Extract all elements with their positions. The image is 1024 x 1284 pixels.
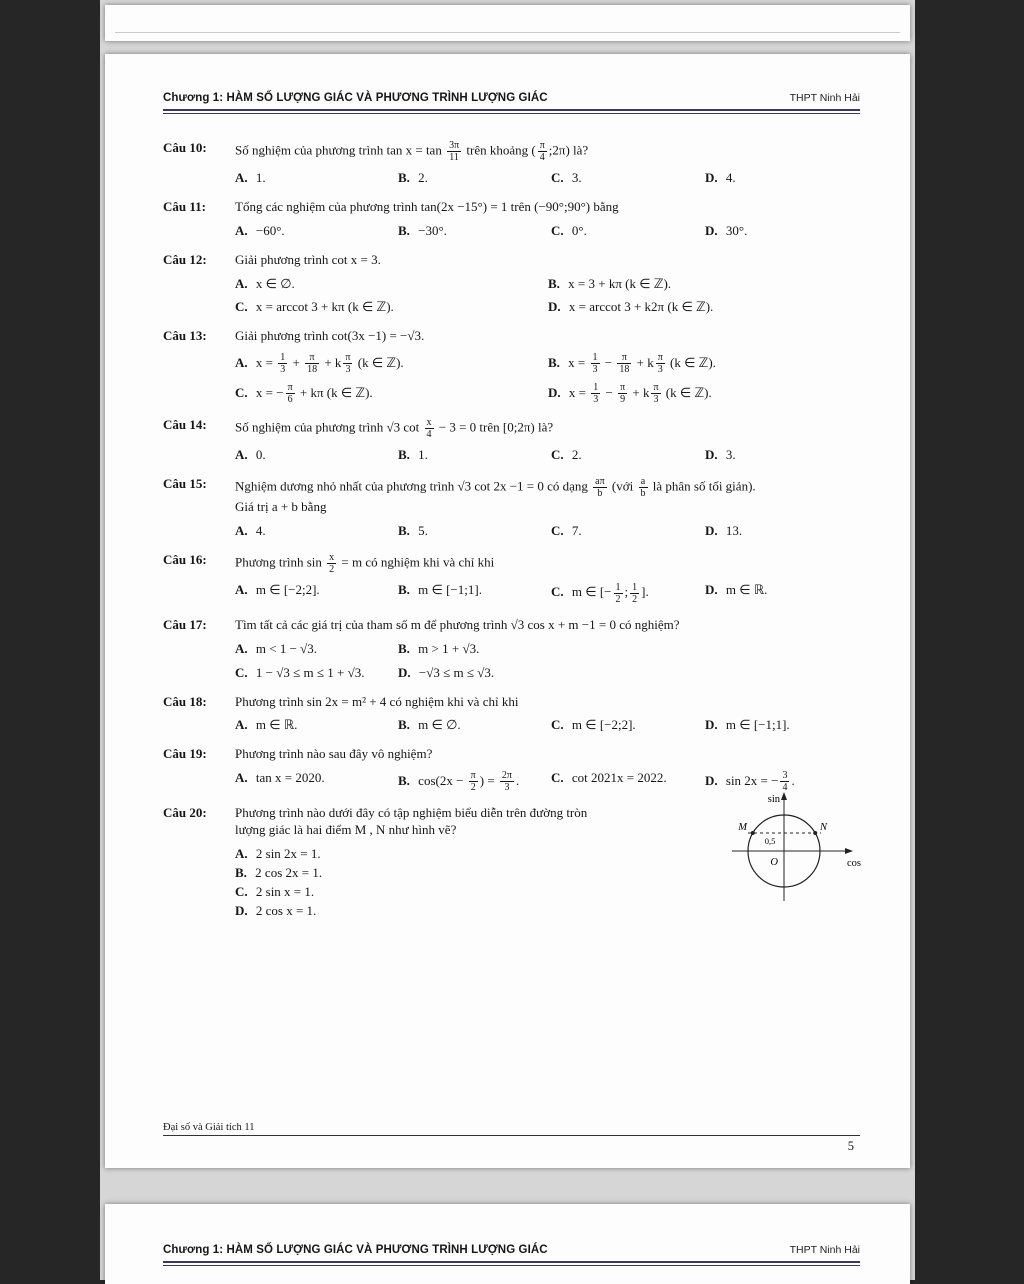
question-label: Câu 20: xyxy=(163,805,207,821)
next-page-header xyxy=(105,1204,910,1259)
question-16 xyxy=(163,552,860,605)
point-n-label: N xyxy=(820,822,828,834)
answer-option-C xyxy=(551,582,705,605)
answer-option-C xyxy=(235,382,548,405)
question-text: Phương trình nào sau đây vô nghiệm? xyxy=(235,746,433,762)
option-letter: D. xyxy=(235,902,248,918)
sin-label: sin xyxy=(767,794,780,806)
unit-circle-diagram xyxy=(712,789,864,905)
answer-option-B xyxy=(398,717,551,734)
fraction: $\frac{x}{2}$ xyxy=(329,551,335,575)
answer-option-A xyxy=(235,582,398,599)
answer-option-C xyxy=(551,523,705,540)
page-next-top xyxy=(105,1204,910,1284)
option-text: x = 3 + kπ (k ∈ ℤ). xyxy=(568,275,672,291)
answer-option-A xyxy=(235,276,548,293)
option-letter: D. xyxy=(548,384,561,400)
options-row xyxy=(235,170,860,187)
fraction: $\frac{\pi}{9}$ xyxy=(620,382,626,406)
options-row xyxy=(235,223,860,240)
option-letter: D. xyxy=(548,299,561,315)
answer-option-B xyxy=(398,447,551,464)
option-text: x = − $\frac{\pi}{6}$ + kπ (k ∈ ℤ). xyxy=(255,382,373,406)
option-letter: A. xyxy=(235,222,248,238)
chapter-prefix: Chương 1: xyxy=(163,1244,224,1256)
option-letter: C. xyxy=(551,170,564,185)
option-text: sin 2x = − $\frac{3}{4}$ . xyxy=(725,770,795,794)
option-text: 1. xyxy=(255,170,266,185)
fraction: $\frac{a\pi}{b}$ xyxy=(595,476,605,500)
option-letter: C. xyxy=(551,584,564,600)
cos-axis-arrow xyxy=(845,848,853,854)
option-text: cot 2021x = 2022. xyxy=(571,770,667,786)
footer-book-title: Đại số và Giải tích 11 xyxy=(163,1122,255,1133)
option-letter: B. xyxy=(398,717,410,733)
question-head xyxy=(163,552,860,575)
chapter-heading xyxy=(163,92,548,104)
answer-option-B xyxy=(548,276,860,293)
page-header xyxy=(105,54,910,107)
fraction: $\frac{\pi}{18}$ xyxy=(619,352,630,376)
option-letter: B. xyxy=(398,772,410,788)
fraction: $\frac{3}{4}$ xyxy=(782,770,788,794)
fraction: $\frac{3\pi}{11}$ xyxy=(449,140,460,163)
value-label: 0,5 xyxy=(764,836,776,847)
question-text: Tổng các nghiệm của phương trình tan(2x −15°) = 1 trên (−90°;90°) bằng xyxy=(235,198,619,214)
option-text: 2. xyxy=(418,170,428,185)
answer-option-A xyxy=(235,770,398,787)
question-15 xyxy=(163,476,860,540)
question-text: Phương trình sin 2x = m² + 4 có nghiệm khi và chỉ khi xyxy=(235,693,519,709)
question-text: Tìm tất cả các giá trị của tham số m để phương trình √3 cos x + m −1 = 0 có nghiệm? xyxy=(235,616,680,632)
answer-option-D xyxy=(548,382,860,405)
answer-option-C xyxy=(551,447,705,464)
option-letter: D. xyxy=(398,664,411,680)
option-letter: D. xyxy=(705,447,718,463)
question-label: Câu 18: xyxy=(163,693,207,709)
option-text: m > 1 + √3. xyxy=(418,640,480,656)
option-text: 3. xyxy=(571,170,582,185)
answer-option-C xyxy=(551,223,705,240)
option-text: 2. xyxy=(571,447,582,463)
options-row xyxy=(235,382,860,405)
question-text: Phương trình sin $\frac{x}{2}$ = m có nghiệm khi và chỉ khi xyxy=(235,551,495,575)
question-head xyxy=(163,746,860,763)
fraction: $\frac{\pi}{3}$ xyxy=(345,352,351,376)
answer-option-A xyxy=(235,641,398,658)
point-m-label: M xyxy=(738,822,747,834)
options-row xyxy=(235,352,860,375)
fraction: $\frac{1}{3}$ xyxy=(280,352,286,376)
page-number: 5 xyxy=(847,1139,854,1153)
option-letter: D. xyxy=(705,717,718,733)
option-text: m ∈ ∅. xyxy=(418,717,461,733)
option-text: m ∈ [− $\frac{1}{2}$ ; $\frac{1}{2}$ ]. xyxy=(571,581,649,605)
chapter-title: HÀM SỐ LƯỢNG GIÁC VÀ PHƯƠNG TRÌNH LƯỢNG GIÁC xyxy=(226,92,548,104)
question-head xyxy=(163,252,860,269)
answer-option-D xyxy=(705,523,860,540)
options-row xyxy=(235,447,860,464)
fraction: $\frac{a}{b}$ xyxy=(640,476,646,500)
origin-label: O xyxy=(770,857,778,869)
answer-option-D xyxy=(705,582,860,599)
question-12 xyxy=(163,252,860,317)
chapter-prefix: Chương 1: xyxy=(163,92,224,104)
option-letter: A. xyxy=(235,275,248,291)
chapter-title: HÀM SỐ LƯỢNG GIÁC VÀ PHƯƠNG TRÌNH LƯỢNG GIÁC xyxy=(226,1244,548,1256)
previous-page-bottom xyxy=(105,5,910,41)
question-label: Câu 19: xyxy=(163,746,207,762)
question-11 xyxy=(163,199,860,240)
option-text: m ∈ [−1;1]. xyxy=(418,581,482,597)
question-label: Câu 12: xyxy=(163,251,207,267)
question-text: Phương trình nào dưới đây có tập nghiệm biểu diễn trên đường tròn lượng giác là hai điểm M , N như hình vẽ? xyxy=(235,805,588,838)
option-text: 4. xyxy=(725,170,736,185)
question-18 xyxy=(163,694,860,735)
option-letter: C. xyxy=(235,883,248,899)
answer-option-D xyxy=(548,299,860,316)
option-letter: B. xyxy=(398,447,410,463)
option-text: 2 sin x = 1. xyxy=(255,883,315,899)
chapter-heading xyxy=(163,1244,548,1256)
option-letter: A. xyxy=(235,770,248,786)
fraction: $\frac{1}{3}$ xyxy=(593,382,599,406)
option-text: 5. xyxy=(418,523,428,539)
school-name: THPT Ninh Hải xyxy=(789,1244,860,1256)
option-letter: C. xyxy=(551,770,564,786)
question-20 xyxy=(163,794,861,919)
answer-option-A xyxy=(235,223,398,240)
question-text: Giải phương trình cot x = 3. xyxy=(235,251,381,267)
question-10 xyxy=(163,140,860,187)
questions-list xyxy=(105,114,910,920)
question-head xyxy=(163,617,860,634)
answer-option-C xyxy=(235,299,548,316)
point-n-dot xyxy=(813,831,817,835)
cos-label: cos xyxy=(847,858,861,870)
option-letter: A. xyxy=(235,354,248,370)
question-13 xyxy=(163,328,860,405)
option-text: m < 1 − √3. xyxy=(255,640,318,656)
option-letter: A. xyxy=(235,581,248,597)
answer-option-A xyxy=(235,717,398,734)
question-head xyxy=(163,328,860,345)
page-footer xyxy=(163,1122,860,1154)
question-head xyxy=(163,476,860,516)
option-text: 3. xyxy=(725,447,736,463)
option-letter: A. xyxy=(235,170,248,185)
page-main xyxy=(105,54,910,1168)
options-row xyxy=(235,641,860,658)
option-text: m ∈ [−2;2]. xyxy=(255,581,320,597)
question-head xyxy=(163,199,860,216)
option-text: x = arccot 3 + kπ (k ∈ ℤ). xyxy=(255,299,394,315)
answer-option-B xyxy=(398,770,551,793)
options-row xyxy=(235,717,860,734)
option-text: cos(2x − $\frac{\pi}{2}$ ) = $\frac{2\pi}{3}$ . xyxy=(418,770,520,794)
question-14 xyxy=(163,417,860,464)
question-text: Nghiệm dương nhỏ nhất của phương trình √3 cot 2x −1 = 0 có dạng $\frac{a\pi}{b}$ (với $\frac{a}{b}$ là phân số tối giản). Giá trị a + b bằng xyxy=(235,476,756,515)
option-letter: A. xyxy=(235,717,248,733)
option-letter: D. xyxy=(705,581,718,597)
option-text: tan x = 2020. xyxy=(255,770,325,786)
question-17 xyxy=(163,617,860,682)
fraction: $\frac{2\pi}{3}$ xyxy=(501,770,512,794)
option-text: −30°. xyxy=(418,222,447,238)
fraction: $\frac{1}{3}$ xyxy=(592,352,598,376)
answer-option-A xyxy=(235,352,548,375)
option-letter: C. xyxy=(551,523,564,539)
option-letter: A. xyxy=(235,640,248,656)
fraction: $\frac{x}{4}$ xyxy=(426,417,432,441)
answer-option-B xyxy=(398,170,551,187)
answer-option-A xyxy=(235,447,398,464)
answer-option-B xyxy=(548,352,860,375)
answer-option-C xyxy=(551,770,705,787)
option-letter: B. xyxy=(398,581,410,597)
option-letter: C. xyxy=(235,384,248,400)
option-letter: D. xyxy=(705,222,718,238)
option-text: m ∈ [−1;1]. xyxy=(725,717,790,733)
option-text: 0°. xyxy=(571,222,587,238)
unit-circle-figure xyxy=(712,789,864,910)
fraction: $\frac{1}{2}$ xyxy=(615,581,621,605)
question-label: Câu 17: xyxy=(163,616,207,632)
options-row xyxy=(235,582,860,605)
option-text: x = $\frac{1}{3}$ − $\frac{\pi}{18}$ + k $\frac{\pi}{3}$ (k ∈ ℤ). xyxy=(568,352,716,376)
question-text: Số nghiệm của phương trình √3 cot $\frac{x}{4}$ − 3 = 0 trên [0;2π) là? xyxy=(235,417,554,441)
answer-option-D xyxy=(705,223,860,240)
option-text: 1 − √3 ≤ m ≤ 1 + √3. xyxy=(255,664,365,680)
answer-option-B xyxy=(398,223,551,240)
fraction: $\frac{\pi}{2}$ xyxy=(470,770,476,794)
option-letter: D. xyxy=(705,772,718,788)
option-text: m ∈ [−2;2]. xyxy=(571,717,636,733)
option-text: x ∈ ∅. xyxy=(255,275,295,291)
option-letter: B. xyxy=(398,222,410,238)
option-text: m ∈ ℝ. xyxy=(725,581,768,597)
question-text: Số nghiệm của phương trình tan x = tan $\frac{3\pi}{11}$ trên khoảng ( $\frac{\pi}{4}$ ;2π) là? xyxy=(235,140,589,163)
option-text: 2 sin 2x = 1. xyxy=(255,846,321,862)
answer-option-A xyxy=(235,523,398,540)
answer-option-C xyxy=(235,665,398,682)
option-letter: B. xyxy=(398,523,410,539)
option-letter: A. xyxy=(235,523,248,539)
question-label: Câu 15: xyxy=(163,476,207,492)
option-letter: B. xyxy=(548,354,560,370)
option-letter: C. xyxy=(551,222,564,238)
question-label: Câu 14: xyxy=(163,417,207,433)
option-letter: B. xyxy=(398,170,410,185)
option-text: 2 cos 2x = 1. xyxy=(255,864,323,880)
option-text: x = arccot 3 + k2π (k ∈ ℤ). xyxy=(568,299,714,315)
document-viewer xyxy=(100,0,915,1280)
question-label: Câu 11: xyxy=(163,198,206,214)
answer-option-B xyxy=(398,582,551,599)
answer-option-B xyxy=(398,523,551,540)
fraction: $\frac{\pi}{3}$ xyxy=(653,382,659,406)
option-letter: B. xyxy=(235,864,247,880)
option-letter: C. xyxy=(235,299,248,315)
fraction: $\frac{1}{2}$ xyxy=(632,581,638,605)
question-label: Câu 16: xyxy=(163,551,207,567)
options-row xyxy=(235,299,860,316)
answer-option-D xyxy=(705,717,860,734)
option-text: 0. xyxy=(255,447,266,463)
answer-option-B xyxy=(398,641,551,658)
question-label: Câu 13: xyxy=(163,328,207,344)
option-letter: A. xyxy=(235,447,248,463)
answer-option-C xyxy=(551,717,705,734)
question-head xyxy=(163,694,860,711)
header-rule xyxy=(163,1261,860,1266)
fraction: $\frac{\pi}{6}$ xyxy=(287,382,293,406)
option-text: 30°. xyxy=(725,222,748,238)
question-text: Giải phương trình cot(3x −1) = −√3. xyxy=(235,328,425,344)
question-head xyxy=(163,140,860,163)
option-letter: B. xyxy=(548,275,560,291)
question-19 xyxy=(163,746,860,793)
school-name: THPT Ninh Hải xyxy=(789,92,860,104)
options-row xyxy=(235,523,860,540)
option-text: x = $\frac{1}{3}$ − $\frac{\pi}{9}$ + k $\frac{\pi}{3}$ (k ∈ ℤ). xyxy=(568,382,712,406)
answer-option-D xyxy=(398,665,551,682)
options-row xyxy=(235,665,860,682)
option-text: m ∈ ℝ. xyxy=(255,717,298,733)
option-text: 1. xyxy=(418,447,428,463)
option-text: 13. xyxy=(725,523,743,539)
point-m-dot xyxy=(751,831,755,835)
option-text: x = $\frac{1}{3}$ + $\frac{\pi}{18}$ + k $\frac{\pi}{3}$ (k ∈ ℤ). xyxy=(255,352,404,376)
option-letter: C. xyxy=(235,664,248,680)
fraction: $\frac{\pi}{3}$ xyxy=(657,352,663,376)
fraction: $\frac{\pi}{4}$ xyxy=(539,140,545,163)
answer-option-C xyxy=(551,170,705,187)
option-text: 4. xyxy=(255,523,266,539)
answer-option-D xyxy=(705,447,860,464)
answer-option-D xyxy=(705,170,860,187)
option-letter: C. xyxy=(551,447,564,463)
question-label: Câu 10: xyxy=(163,140,207,155)
option-text: 2 cos x = 1. xyxy=(255,902,317,918)
footer-rule xyxy=(163,1122,860,1136)
option-letter: A. xyxy=(235,846,248,862)
option-letter: B. xyxy=(398,640,410,656)
option-letter: D. xyxy=(705,170,718,185)
option-text: −60°. xyxy=(255,222,285,238)
question-head xyxy=(163,417,860,440)
previous-page-rule xyxy=(115,32,900,33)
options-row xyxy=(235,276,860,293)
option-text: 7. xyxy=(571,523,582,539)
answer-option-A xyxy=(235,170,398,187)
option-letter: C. xyxy=(551,717,564,733)
sin-axis-arrow xyxy=(781,792,787,800)
option-letter: D. xyxy=(705,523,718,539)
option-text: −√3 ≤ m ≤ √3. xyxy=(418,664,495,680)
fraction: $\frac{\pi}{18}$ xyxy=(307,352,318,376)
